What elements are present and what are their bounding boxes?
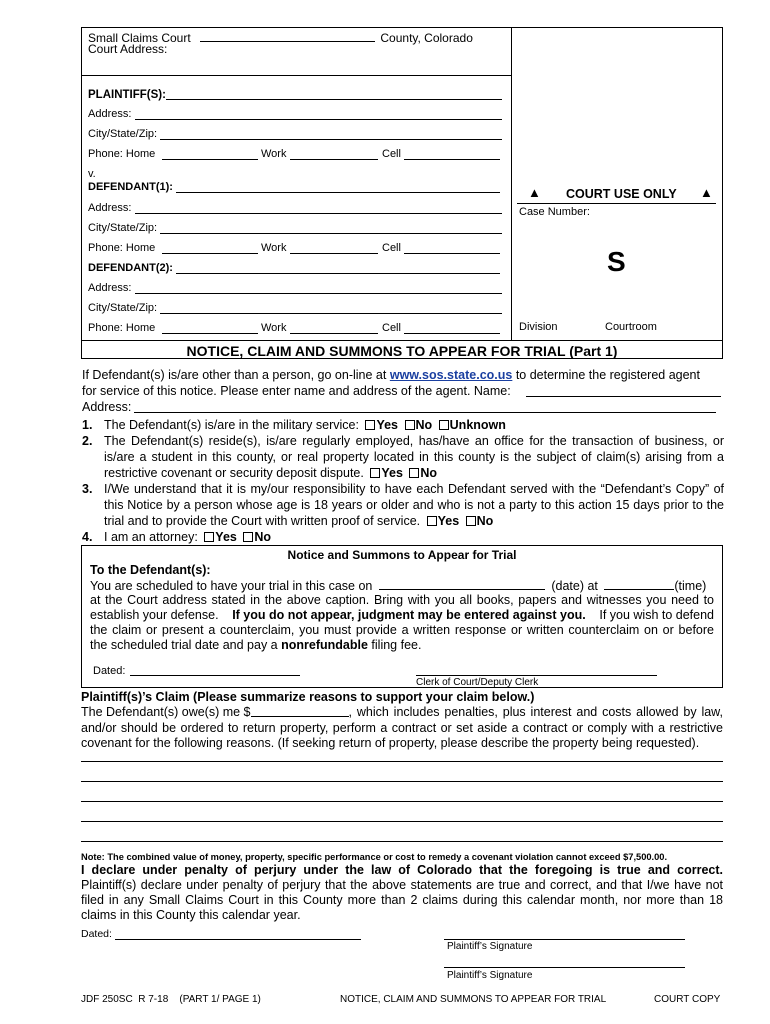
summons-line-4: the claim or present a counterclaim, you must provide a written response or written counterclaim on or before: [90, 623, 714, 637]
item-1-yes-checkbox[interactable]: [365, 420, 375, 430]
footer-form-id: JDF 250SC R 7-18 (PART 1/ PAGE 1): [81, 994, 261, 1005]
defendant1-work-field[interactable]: [290, 253, 378, 254]
summons-to-label: To the Defendant(s):: [90, 563, 211, 577]
defendant1-phone-home-field[interactable]: [162, 253, 258, 254]
summons-dated-label: Dated:: [93, 665, 126, 677]
declaration-line-4: claims in this County this calendar year.: [81, 908, 301, 922]
limit-note: Note: The combined value of money, property, specific performance or cost to remedy a covenant violation cannot exceed $7,500.00.: [81, 852, 668, 862]
plaintiff-work-field[interactable]: [290, 159, 378, 160]
summons-text-3c: If you wish to defend: [599, 608, 714, 622]
court-section-divider: [81, 75, 511, 76]
summons-nonrefundable: nonrefundable: [281, 638, 368, 652]
summons-text-1c: (time): [674, 579, 707, 593]
item-2-number: 2.: [82, 434, 93, 448]
item-4-yes-label: Yes: [215, 530, 237, 544]
item-1-no-label: No: [415, 418, 433, 432]
summons-text-5a: the scheduled trial date and pay a: [90, 638, 278, 652]
item-4-text: I am an attorney:: [104, 530, 198, 544]
item-3-line-3: [104, 513, 493, 529]
plaintiff-work-label: Work: [261, 148, 287, 160]
item-2-yes-checkbox[interactable]: [370, 468, 380, 478]
plaintiff-phone-home-label: Phone: Home: [88, 148, 156, 160]
plaintiff-address-field[interactable]: [135, 119, 502, 120]
item-2-yes-label: Yes: [381, 466, 403, 480]
item-1-text: The Defendant(s) is/are in the military service:: [104, 418, 359, 432]
agent-name-field[interactable]: [526, 396, 721, 397]
claim-line-3: covenant for the following reasons. (If seeking return of property, please describe the property being requested).: [81, 736, 700, 750]
courtroom-label: Courtroom: [605, 321, 657, 333]
item-2-line-3: [104, 465, 437, 481]
item-3-yes-label: Yes: [437, 514, 460, 528]
summons-text-1a: You are scheduled to have your trial in this case on: [90, 579, 373, 593]
court-use-divider: [517, 203, 716, 204]
defendant2-address-label: Address:: [88, 282, 132, 294]
defendant2-cell-field[interactable]: [404, 333, 500, 334]
claim-text-1b: , which includes penalties, plus interest and costs allowed by law,: [348, 705, 723, 719]
plaintiff-signature-2-field[interactable]: [444, 967, 685, 968]
triangle-up-icon: ▲: [700, 185, 713, 200]
claim-reason-line-3[interactable]: [81, 801, 723, 802]
item-2-no-checkbox[interactable]: [409, 468, 419, 478]
plaintiff-signature-1-field[interactable]: [444, 939, 685, 940]
defendant1-cell-field[interactable]: [404, 253, 500, 254]
claim-line-2: and/or should be ordered to return property, perform a contract or set aside a contract or comply with a restrictive: [81, 721, 723, 735]
item-4-yes-checkbox[interactable]: [204, 532, 214, 542]
claim-amount-field[interactable]: [251, 704, 349, 717]
item-4-row: [104, 529, 271, 545]
item-3-line-1: I/We understand that it is my/our responsibility to have each Defendant served with the “Defendant’s Copy” of: [104, 482, 724, 496]
summons-text-5c: filing fee.: [371, 638, 422, 652]
agent-text-pre: If Defendant(s) is/are other than a person, go on-line at: [82, 368, 387, 382]
court-use-only-label: COURT USE ONLY: [566, 187, 677, 201]
claim-heading: Plaintiff(s)’s Claim (Please summarize reasons to support your claim below.): [81, 690, 535, 704]
county-field[interactable]: [200, 29, 375, 42]
plaintiff-signature-1-label: Plaintiff’s Signature: [447, 941, 533, 952]
plaintiff-signature-2-label: Plaintiff’s Signature: [447, 970, 533, 981]
claim-reason-line-5[interactable]: [81, 841, 723, 842]
plaintiff-phone-home-field[interactable]: [162, 159, 258, 160]
defendant1-label: DEFENDANT(1):: [88, 181, 173, 193]
item-3-yes-checkbox[interactable]: [427, 516, 437, 526]
item-1-unknown-label: Unknown: [449, 418, 506, 432]
summons-warning: If you do not appear, judgment may be entered against you.: [232, 608, 586, 622]
defendant1-work-label: Work: [261, 242, 287, 254]
agent-address-label: Address:: [82, 400, 132, 414]
claim-reason-line-4[interactable]: [81, 821, 723, 822]
summons-dated-field[interactable]: [130, 675, 300, 676]
clerk-label: Clerk of Court/Deputy Clerk: [416, 677, 539, 688]
sos-link[interactable]: www.sos.state.co.us: [389, 368, 513, 382]
declaration-dated-field[interactable]: [115, 939, 361, 940]
claim-text-1a: The Defendant(s) owe(s) me $: [81, 705, 251, 719]
triangle-up-icon: ▲: [528, 185, 541, 200]
declaration-line-2: Plaintiff(s) declare under penalty of perjury that the above statements are true and correct, and that I/we have not: [81, 878, 723, 892]
footer-title: NOTICE, CLAIM AND SUMMONS TO APPEAR FOR TRIAL: [340, 994, 607, 1005]
defendant2-citystatezip-field[interactable]: [160, 313, 502, 314]
caption-divider: [511, 27, 512, 340]
defendant2-work-label: Work: [261, 322, 287, 334]
item-3-number: 3.: [82, 482, 93, 496]
page-title: NOTICE, CLAIM AND SUMMONS TO APPEAR FOR TRIAL (Part 1): [186, 343, 618, 359]
defendant1-citystatezip-label: City/State/Zip:: [88, 222, 158, 234]
court-prefix: Small Claims Court: [88, 31, 191, 45]
item-3-text: trial and to provide the Court with written proof of service.: [104, 514, 421, 528]
defendant2-name-field[interactable]: [176, 273, 500, 274]
declaration-bold: I declare under penalty of perjury under the law of Colorado that the foregoing is true and correct.: [81, 863, 723, 877]
plaintiff-citystatezip-field[interactable]: [160, 139, 502, 140]
defendant1-phone-home-label: Phone: Home: [88, 242, 156, 254]
defendant2-phone-home-label: Phone: Home: [88, 322, 156, 334]
plaintiff-cell-field[interactable]: [404, 159, 500, 160]
item-2-no-label: No: [420, 466, 438, 480]
item-3-no-checkbox[interactable]: [466, 516, 476, 526]
defendant2-work-field[interactable]: [290, 333, 378, 334]
claim-line-1: [81, 704, 723, 720]
plaintiff-name-field[interactable]: [166, 99, 502, 100]
item-1-row: [104, 417, 506, 433]
defendant2-label: DEFENDANT(2):: [88, 262, 173, 274]
defendant1-address-field[interactable]: [135, 213, 502, 214]
defendant1-cell-label: Cell: [382, 242, 401, 254]
defendant2-citystatezip-label: City/State/Zip:: [88, 302, 158, 314]
declaration-dated-label: Dated:: [81, 928, 112, 940]
defendant1-name-field[interactable]: [176, 192, 500, 193]
item-2-line-2: is/are a student in this county, or real property located in this county is the subject of claim(s) arising from a: [104, 450, 724, 464]
court-suffix: County, Colorado: [380, 31, 473, 45]
defendant1-citystatezip-field[interactable]: [160, 233, 502, 234]
division-label: Division: [519, 321, 558, 333]
summons-line-5: [90, 637, 421, 653]
defendant1-address-label: Address:: [88, 202, 132, 214]
defendant2-phone-home-field[interactable]: [162, 333, 258, 334]
summons-text-1b: (date) at: [551, 579, 598, 593]
plaintiff-label: PLAINTIFF(S):: [88, 89, 166, 101]
case-letter: S: [607, 246, 626, 277]
summons-text-3a: establish your defense.: [90, 608, 219, 622]
item-2-line-1: The Defendant(s) reside(s), is/are regularly employed, has/have an office for the transaction of business, or: [104, 434, 724, 448]
item-2-text: restrictive covenant or security deposit dispute.: [104, 466, 364, 480]
trial-time-field[interactable]: [604, 577, 674, 590]
agent-text-post: to determine the registered agent: [515, 368, 700, 382]
item-1-number: 1.: [82, 418, 93, 432]
summons-line-2: at the Court address stated in the above caption. Bring with you all books, papers and witnesses you need to: [90, 593, 714, 607]
plaintiff-address-label: Address:: [88, 108, 132, 120]
case-number-label: Case Number:: [519, 206, 590, 218]
item-4-no-label: No: [254, 530, 272, 544]
item-4-no-checkbox[interactable]: [243, 532, 253, 542]
item-1-yes-label: Yes: [376, 418, 399, 432]
summons-line-3: [90, 607, 714, 623]
agent-address-field[interactable]: [134, 412, 716, 413]
agent-line-2: for service of this notice. Please enter name and address of the agent. Name:: [82, 384, 511, 398]
plaintiff-cell-label: Cell: [382, 148, 401, 160]
item-3-no-label: No: [476, 514, 494, 528]
claim-reason-line-1[interactable]: [81, 761, 723, 762]
defendant2-address-field[interactable]: [135, 293, 502, 294]
item-1-no-checkbox[interactable]: [405, 420, 415, 430]
agent-line-1: [82, 367, 722, 383]
trial-date-field[interactable]: [379, 577, 545, 590]
footer-copy: COURT COPY: [654, 994, 721, 1005]
declaration-line-3: filed in any Small Claims Court in this County more than 2 claims during this calendar month, nor more than 18: [81, 893, 723, 907]
court-address-label: Court Address:: [88, 42, 168, 56]
summons-heading: Notice and Summons to Appear for Trial: [287, 548, 517, 562]
item-4-number: 4.: [82, 530, 93, 544]
claim-reason-line-2[interactable]: [81, 781, 723, 782]
clerk-signature-field[interactable]: [416, 675, 657, 676]
versus-label: v.: [88, 168, 96, 180]
item-3-line-2: this Notice by a person whose age is 18 years or older and who is not a party to this action 15 days prior to the: [104, 498, 724, 512]
defendant2-cell-label: Cell: [382, 322, 401, 334]
plaintiff-citystatezip-label: City/State/Zip:: [88, 128, 158, 140]
item-1-unknown-checkbox[interactable]: [439, 420, 449, 430]
